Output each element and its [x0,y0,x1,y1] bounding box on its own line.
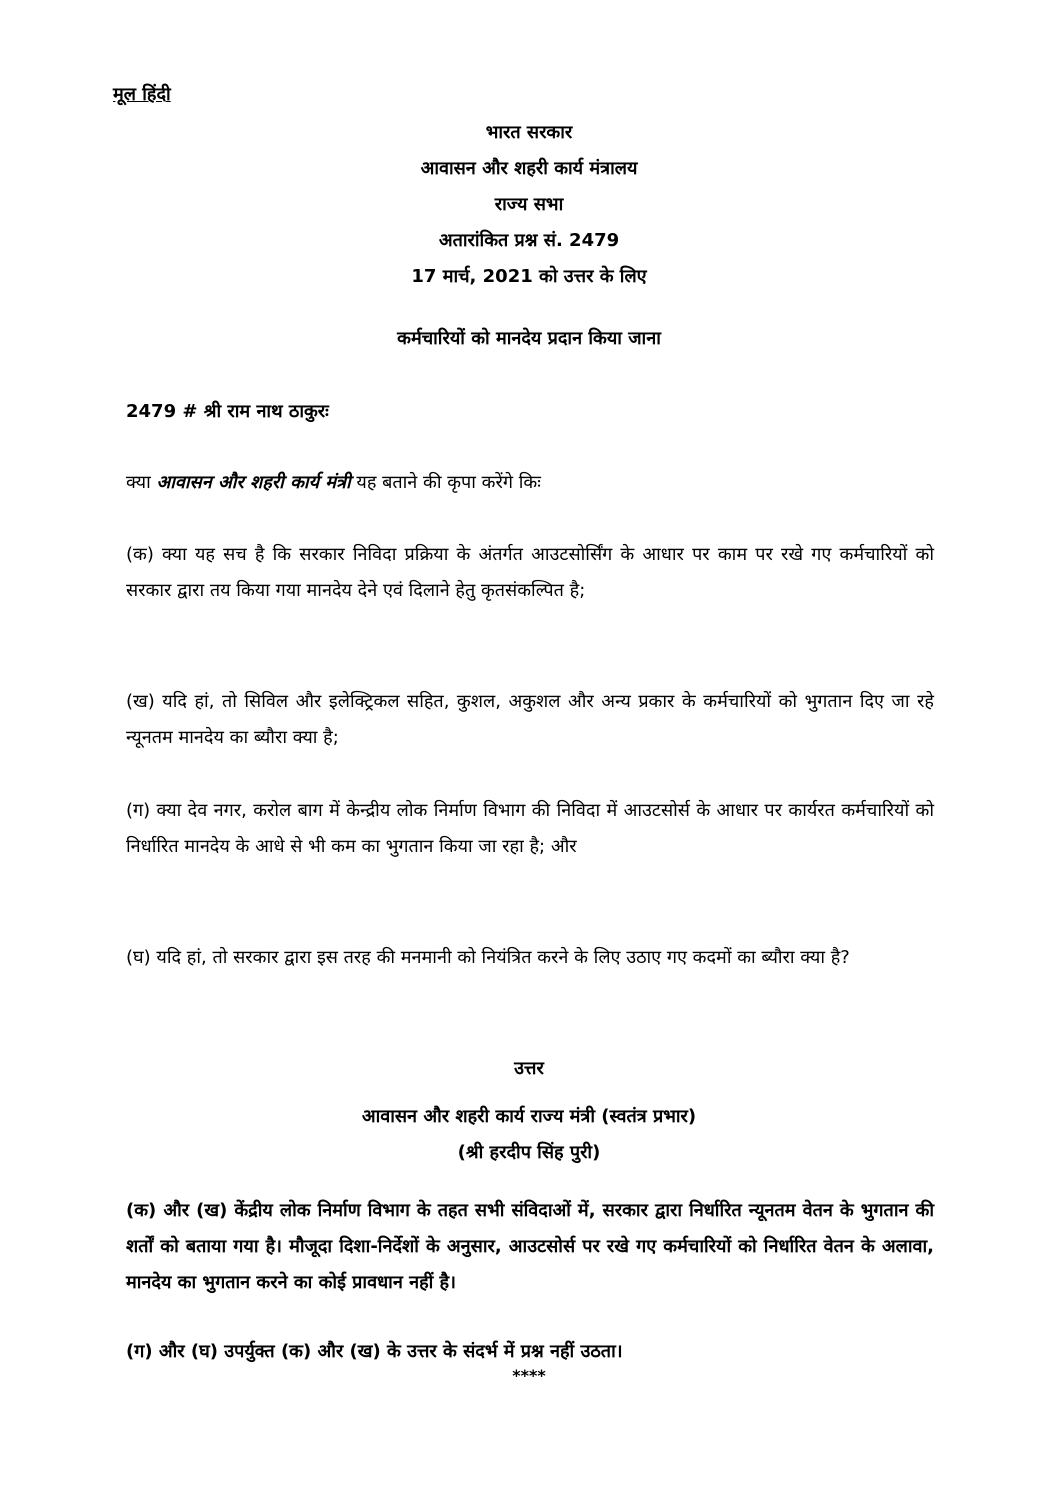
end-mark: **** [512,1366,546,1385]
answer-date-heading: 17 मार्च, 2021 को उत्तर के लिए [411,266,647,287]
answer-heading: उत्तर [514,1058,544,1079]
answer-part-ga-gha: (ग) और (घ) उपर्युक्त (क) और (ख) के उत्तर के संदर्भ में प्रश्न नहीं उठता। [126,1341,623,1362]
original-hindi-label: मूल हिंदी [113,84,171,105]
question-part-kha: (ख) यदि हां, तो सिविल और इलेक्ट्रिकल सहित, कुशल, अकुशल और अन्य प्रकार के कर्मचारियों को भुगतान दिए जा रहे न्यूनतम मानदेय का ब्यौरा क्या है; [126,691,934,748]
question-intro [126,470,541,494]
question-part-ga: (ग) क्या देव नगर, करोल बाग में केन्द्रीय लोक निर्माण विभाग की निविदा में आउटसोर्स के आधार पर कार्यरत कर्मचारियों को निर्धारित मानदेय के आधे से भी कम का भुगतान किया जा रहा है; और [126,800,934,857]
question-part-ka: (क) क्या यह सच है कि सरकार निविदा प्रक्रिया के अंतर्गत आउटसोर्सिंग के आधार पर काम पर रखे गए कर्मचारियों को सरकार द्वारा तय किया गया मानदेय देने एवं दिलाने हेतु कृतसंकल्पित है; [126,544,934,601]
question-asker: 2479 # श्री राम नाथ ठाकुरः [126,401,329,422]
intro-minister: आवासन और शहरी कार्य मंत्री [156,472,351,493]
question-part-gha: (घ) यदि हां, तो सरकार द्वारा इस तरह की मनमानी को नियंत्रित करने के लिए उठाए गए कदमों का ब्यौरा क्या है? [126,947,850,968]
minister-name: (श्री हरदीप सिंह पुरी) [457,1142,601,1163]
subject-title: कर्मचारियों को मानदेय प्रदान किया जाना [397,328,661,349]
minister-title: आवासन और शहरी कार्य राज्य मंत्री (स्वतंत्र प्रभार) [361,1106,697,1127]
question-number-heading: अतारांकित प्रश्न सं. 2479 [438,230,620,251]
answer-part-ka-kha: (क) और (ख) केंद्रीय लोक निर्माण विभाग के तहत सभी संविदाओं में, सरकार द्वारा निर्धारित न्यूनतम वेतन के भुगतान की शर्तों को बताया गया है। मौजूदा दिशा-निर्देशों के अनुसार, आउटसोर्स पर रखे गए कर्मचारियों को निर्धारित वेतन के अलावा, मानदेय का भुगतान करने का कोई प्रावधान नहीं है। [126,1200,934,1293]
house-heading: राज्य सभा [494,194,564,215]
intro-prefix: क्या [126,472,151,493]
ministry-heading: आवासन और शहरी कार्य मंत्रालय [420,158,638,179]
government-heading: भारत सरकार [485,122,573,143]
intro-suffix: यह बताने की कृपा करेंगे किः [356,472,541,493]
